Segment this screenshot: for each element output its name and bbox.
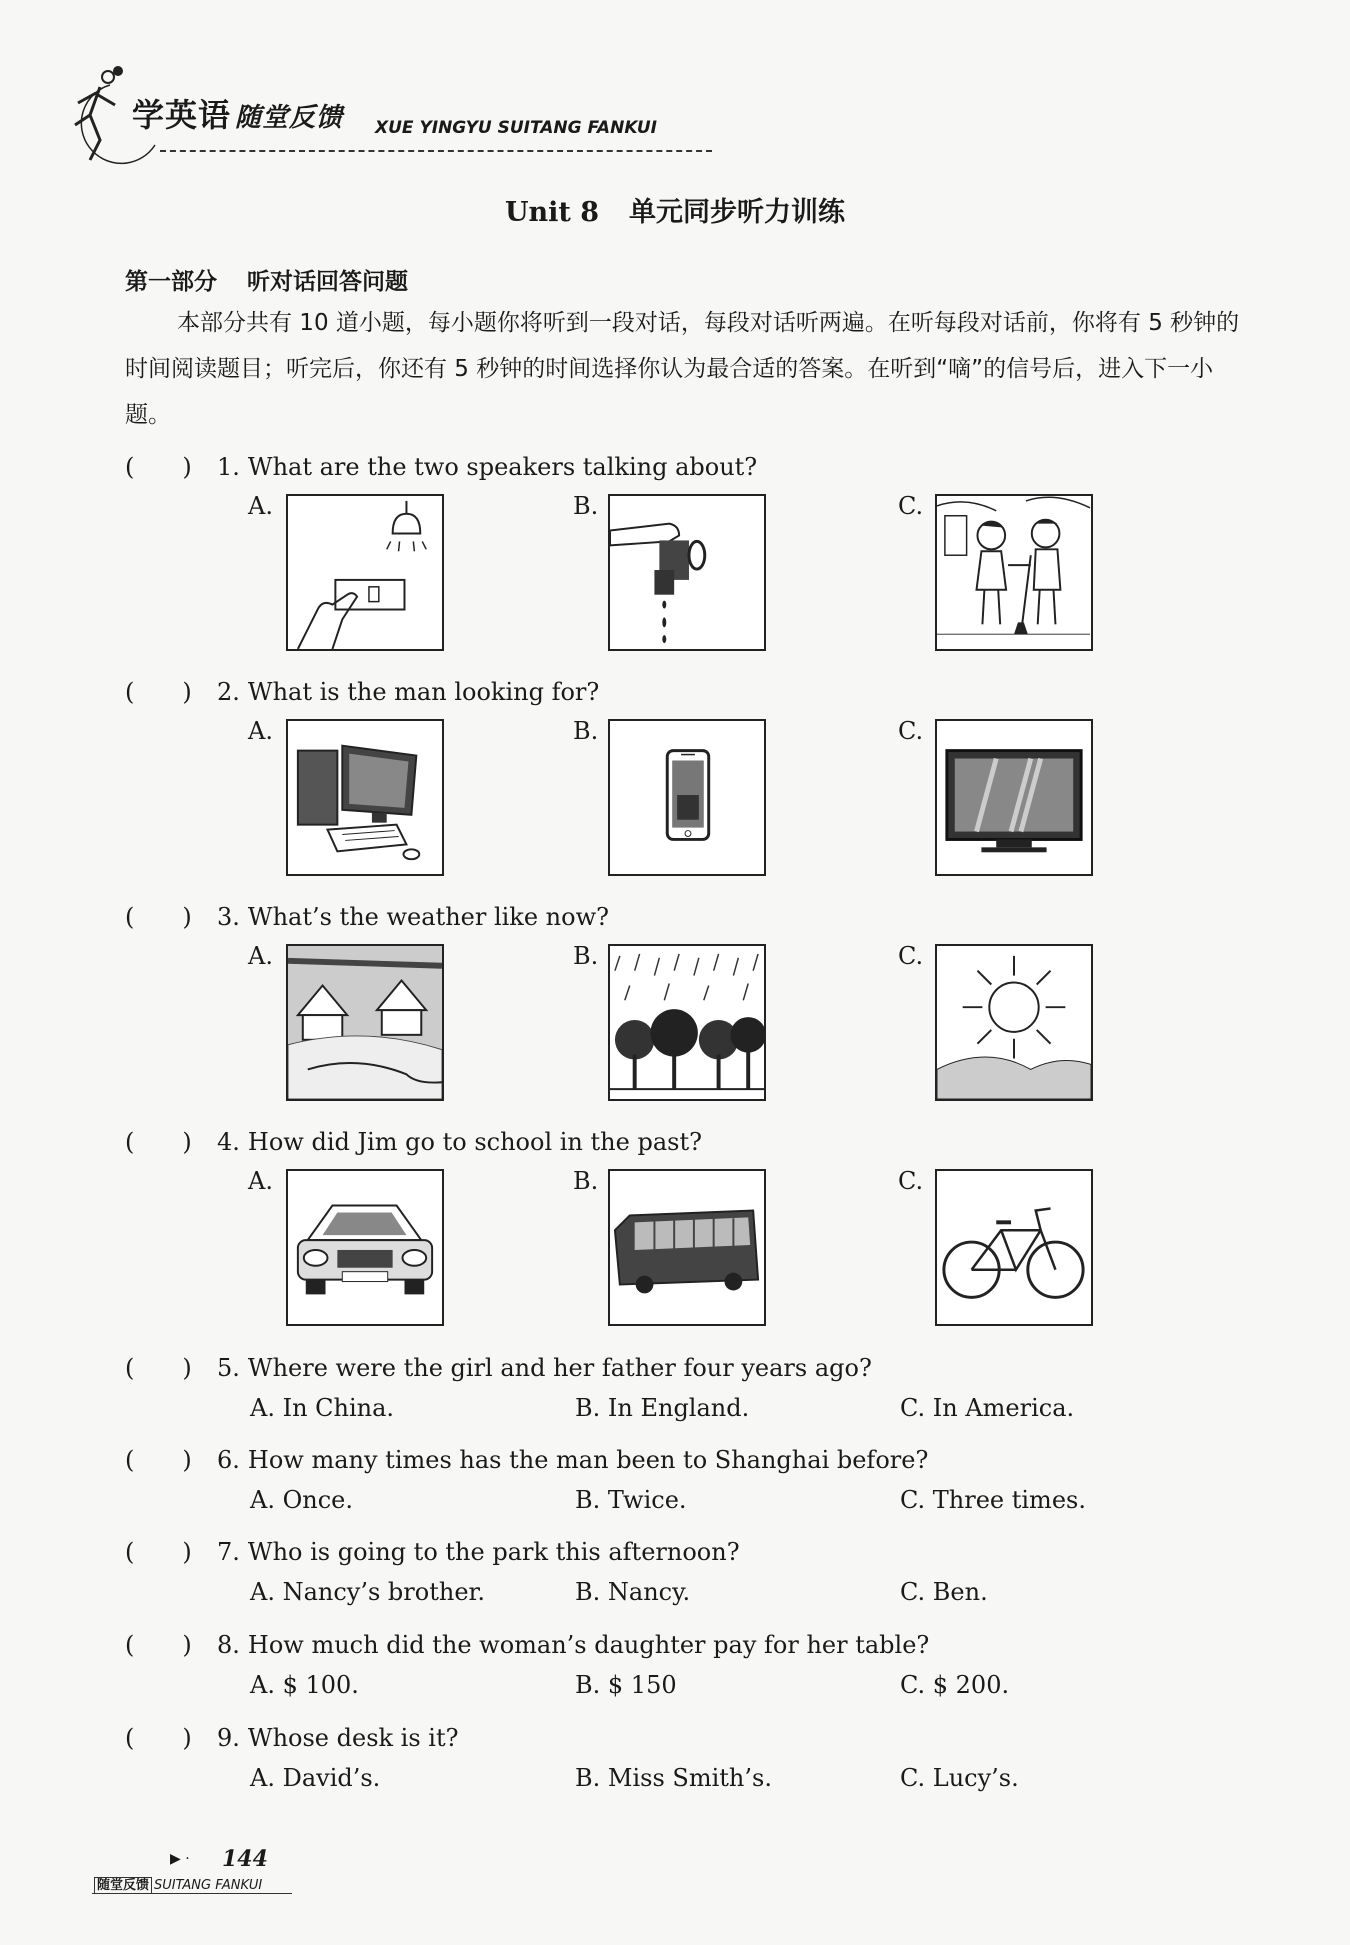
light-switch-lamp-icon[interactable]: [286, 494, 444, 651]
answer-option[interactable]: B. Miss Smith’s.: [575, 1764, 772, 1792]
question-text: What’s the weather like now?: [247, 903, 609, 931]
question-number: 4.: [217, 1128, 240, 1156]
question-text: How did Jim go to school in the past?: [247, 1128, 702, 1156]
answer-option[interactable]: A. $ 100.: [250, 1671, 359, 1699]
answer-option[interactable]: C. Ben.: [900, 1578, 988, 1606]
answer-blank[interactable]: ( ): [125, 1354, 192, 1382]
answer-option[interactable]: A. Once.: [250, 1486, 353, 1514]
question-2: [125, 672, 600, 706]
question-number: 8.: [217, 1631, 240, 1659]
question-7: [125, 1532, 740, 1566]
brand-roman: XUE YINGYU SUITANG FANKUI: [375, 118, 658, 138]
question-number: 1.: [217, 453, 240, 481]
answer-option[interactable]: C. Lucy’s.: [900, 1764, 1019, 1792]
question-number: 5.: [217, 1354, 240, 1382]
question-6: [125, 1440, 929, 1474]
answer-blank[interactable]: ( ): [125, 1446, 192, 1474]
answer-blank[interactable]: ( ): [125, 1538, 192, 1566]
question-text: What is the man looking for?: [247, 678, 600, 706]
snowy-landscape-icon[interactable]: [286, 944, 444, 1101]
header-divider: [160, 150, 712, 152]
answer-option[interactable]: A. David’s.: [250, 1764, 381, 1792]
footer-tag: 随堂反馈 SUITANG FANKUI: [94, 1874, 262, 1893]
instructions: 本部分共有 10 道小题，每小题你将听到一段对话，每段对话听两遍。在听每段对话前，你将有 5 秒钟的时间阅读题目；听完后，你还有 5 秒钟的时间选择你认为最合适的答案。在听到“嘀”的信号后，进入下一小题。: [125, 310, 1240, 428]
answer-blank[interactable]: ( ): [125, 678, 192, 706]
answer-blank[interactable]: ( ): [125, 1724, 192, 1752]
option-label[interactable]: C.: [898, 492, 924, 520]
option-label[interactable]: C.: [898, 717, 924, 745]
footer-divider: [92, 1893, 292, 1894]
answer-option[interactable]: B. $ 150: [575, 1671, 677, 1699]
answer-option[interactable]: B. Twice.: [575, 1486, 687, 1514]
bicycle-icon[interactable]: [935, 1169, 1093, 1326]
car-icon[interactable]: [286, 1169, 444, 1326]
question-number: 2.: [217, 678, 240, 706]
option-label[interactable]: C.: [898, 942, 924, 970]
children-sweeping-icon[interactable]: [935, 494, 1093, 651]
page-number: 144: [222, 1846, 268, 1872]
answer-blank[interactable]: ( ): [125, 1631, 192, 1659]
question-number: 3.: [217, 903, 240, 931]
option-label[interactable]: B.: [573, 1167, 599, 1195]
answer-option[interactable]: C. Three times.: [900, 1486, 1086, 1514]
question-number: 6.: [217, 1446, 240, 1474]
dripping-tap-icon[interactable]: [608, 494, 766, 651]
option-label[interactable]: B.: [573, 492, 599, 520]
sunny-icon[interactable]: [935, 944, 1093, 1101]
page-header: [60, 60, 660, 160]
option-label[interactable]: A.: [248, 717, 273, 745]
question-text: What are the two speakers talking about?: [247, 453, 758, 481]
question-number: 9.: [217, 1724, 240, 1752]
answer-option[interactable]: A. In China.: [250, 1394, 395, 1422]
question-text: Where were the girl and her father four years ago?: [247, 1354, 872, 1382]
question-text: How many times has the man been to Shanghai before?: [247, 1446, 929, 1474]
mobile-phone-icon[interactable]: [608, 719, 766, 876]
section-heading: 第一部分 听对话回答问题: [125, 269, 408, 295]
rainy-trees-icon[interactable]: [608, 944, 766, 1101]
answer-option[interactable]: C. $ 200.: [900, 1671, 1010, 1699]
answer-blank[interactable]: ( ): [125, 453, 192, 481]
brand-title: 学英语 随堂反馈: [132, 96, 344, 134]
question-9: [125, 1718, 459, 1752]
answer-option[interactable]: A. Nancy’s brother.: [250, 1578, 485, 1606]
option-label[interactable]: B.: [573, 942, 599, 970]
question-number: 7.: [217, 1538, 240, 1566]
question-8: [125, 1625, 930, 1659]
option-label[interactable]: A.: [248, 492, 273, 520]
page-title: Unit 8 单元同步听力训练: [504, 197, 846, 228]
answer-blank[interactable]: ( ): [125, 1128, 192, 1156]
question-5: [125, 1348, 872, 1382]
option-label[interactable]: A.: [248, 942, 273, 970]
answer-option[interactable]: B. Nancy.: [575, 1578, 691, 1606]
option-label[interactable]: C.: [898, 1167, 924, 1195]
bus-icon[interactable]: [608, 1169, 766, 1326]
question-text: How much did the woman’s daughter pay for her table?: [247, 1631, 930, 1659]
option-label[interactable]: B.: [573, 717, 599, 745]
answer-blank[interactable]: ( ): [125, 903, 192, 931]
question-1: [125, 447, 758, 481]
question-text: Whose desk is it?: [247, 1724, 459, 1752]
answer-option[interactable]: B. In England.: [575, 1394, 750, 1422]
answer-option[interactable]: C. In America.: [900, 1394, 1075, 1422]
footer-arrow-icon: ▶ ·: [170, 1851, 190, 1867]
question-text: Who is going to the park this afternoon?: [247, 1538, 740, 1566]
question-3: [125, 897, 609, 931]
option-label[interactable]: A.: [248, 1167, 273, 1195]
desktop-computer-icon[interactable]: [286, 719, 444, 876]
question-4: [125, 1122, 702, 1156]
television-icon[interactable]: [935, 719, 1093, 876]
